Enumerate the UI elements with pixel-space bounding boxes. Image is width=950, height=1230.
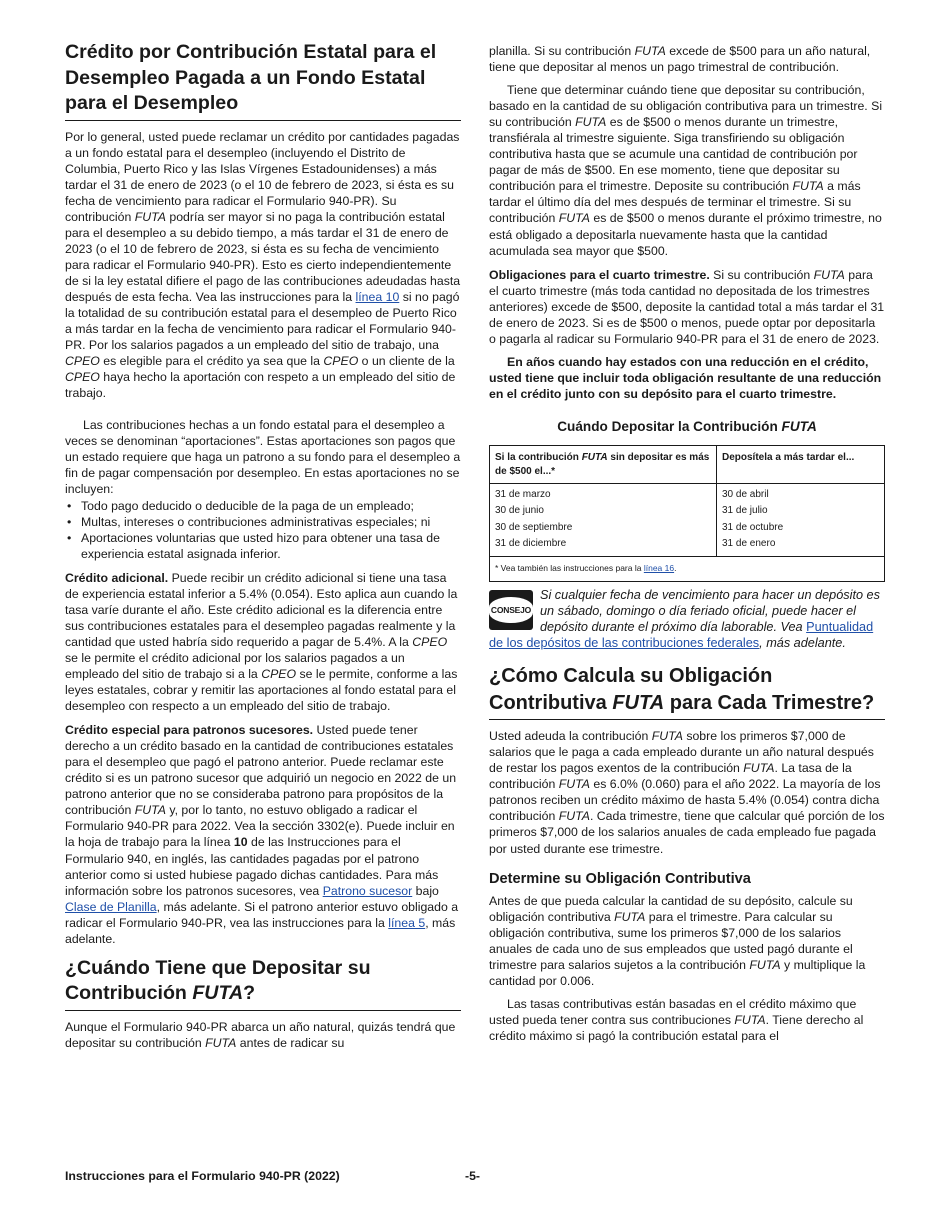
heading-how-calculate: ¿Cómo Calcula su Obligación Contributiva FUTA para Cada Trimestre?	[489, 665, 875, 714]
list-item: • Multas, intereses o contribuciones administrativas especiales; ni	[67, 514, 431, 529]
paragraph-compute-liability: Antes de que pueda calcular la cantidad de su depósito, calcule su obligación contributiva FUTA para el trimestre. Para calcular su obligación contributiva, sume los primeros $7,000 de los salarios anuales de cada uno de sus empleados que usted pagó durante el trimestre para salarios sujetos a la contribución FUTA y multiplique la cantidad por 0.006.	[489, 893, 866, 988]
tip-box	[489, 587, 885, 651]
paragraph-fourth-quarter: Obligaciones para el cuarto trimestre. Si su contribución FUTA para el cuarto trimestre (más toda cantidad no depositada de los trimestres anteriores) excede de $500, deposite la cantidad total a más tardar el 31 de enero de 2023. Si es de $500 o menos, puede optar por depositarla o pagarla al radicar su Formulario 940-PR para el 31 de enero de 2023.	[489, 267, 885, 346]
link-line-16[interactable]: línea 16	[643, 562, 675, 573]
paragraph-successor-credit: Crédito especial para patronos sucesores. Usted puede tener derecho a un crédito basado en la cantidad de contribuciones estatales para el desempleo que pagó el patrono anterior. Puede reclamar este crédito si es un patrono sucesor que adquirió un negocio en 2022 de un patrono anterior que no se consideraba patrono para propósitos de la contribución FUTA y, por lo tanto, no estuvo obligado a radicar el Formulario 940-PR para 2022. Vea la sección 3302(e). Puede incluir en la hoja de trabajo para la línea 10 de las Instrucciones para el Formulario 940, en inglés, las cantidades pagadas por el patrono anterior como si usted hubiese pagado dichas cantidades. Para más información sobre los patronos sucesores, vea Patrono sucesor bajo Clase de Planilla, más adelante. Si el patrono anterior estuvo obligado a radicar el Formulario 940-PR, vea las instrucciones para la línea 5, más adelante.	[65, 723, 459, 946]
list-item: • Todo pago deducido o deducible de la paga de un empleado;	[67, 498, 414, 513]
paragraph-credit-reduction: En años cuando hay estados con una reducción en el crédito, usted tiene que incluir toda obligación resultante de una reducción en el crédito junto con su depósito para el cuarto trimestre.	[489, 354, 882, 401]
heading-rule	[65, 120, 461, 121]
consejo-icon: CONSEJO	[489, 590, 533, 630]
link-line-5[interactable]: línea 5	[388, 915, 426, 930]
link-deposit-timeliness[interactable]: Puntualidad de los depósitos de las contribuciones federales	[489, 620, 874, 651]
table-row: 30 de septiembre 31 de octubre	[490, 520, 885, 537]
link-return-type[interactable]: Clase de Planilla	[65, 899, 157, 914]
paragraph-tax-rates: Las tasas contributivas están basadas en el crédito máximo que usted pueda tener contra sus contribuciones FUTA. Tiene derecho al crédito máximo si pagó la contribución estatal para el	[489, 996, 864, 1043]
tip-text: Si cualquier fecha de vencimiento para hacer un depósito es un sábado, domingo o día feriado oficial, puede hacer el depósito durante el próximo día laborable. Vea Puntualidad de los depósitos de las contribuciones federales, más adelante.	[489, 587, 880, 651]
footer-title: Instrucciones para el Formulario 940-PR (2022)	[65, 1169, 340, 1183]
paragraph-deposit-intro: Aunque el Formulario 940-PR abarca un año natural, quizás tendrá que depositar su contribución FUTA antes de radicar su	[65, 1019, 456, 1050]
paragraph-contributions: Las contribuciones hechas a un fondo estatal para el desempleo a veces se denominan “aportaciones”. Estas aportaciones son pagos que un estado requiere que haga un patrono a su fondo para el desempleo a fin de pagar compensación por desempleo. En estas aportaciones no se incluyen:	[65, 418, 461, 497]
left-column	[65, 40, 461, 1051]
paragraph-credit-intro: Por lo general, usted puede reclamar un crédito por cantidades pagadas a un fondo estatal para el desempleo (incluyendo el Distrito de Columbia, Puerto Rico y las Islas Vírgenes Estadounidenses) a más tardar el 31 de enero de 2023 (o el 10 de febrero de 2023, si ésta es su fecha de vencimiento para radicar el Formulario 940-PR). Su contribución FUTA podría ser mayor si no paga la contribución estatal para el desempleo a su debido tiempo, a más tardar el 31 de enero de 2023 (o el 10 de febrero de 2023, si ésta es su fecha de vencimiento para radicar el Formulario 940-PR). Esto es cierto independientemente de si la ley estatal difiere el pago de las contribuciones adeudadas hasta después de esta fecha. Vea las instrucciones para la línea 10 si no pagó la totalidad de su contribución estatal para el desempleo de Puerto Rico a más tardar en la fecha de vencimiento para radicar el Formulario 940-PR. Por los salarios pagados a un empleado del sitio de trabajo, una CPEO es elegible para el crédito ya sea que la CPEO o un cliente de la CPEO haya hecho la aportación con respeto a un empleado del sitio de trabajo.	[65, 129, 461, 401]
heading-state-credit: Crédito por Contribución Estatal para el Desempleo Pagada a un Fondo Estatal para el Desempleo	[65, 41, 437, 114]
table-title: Cuándo Depositar la Contribución FUTA	[557, 418, 817, 434]
link-successor-employer[interactable]: Patrono sucesor	[322, 883, 413, 898]
exclusions-list	[65, 498, 461, 562]
table-note: * Vea también las instrucciones para la línea 16.	[490, 556, 885, 581]
heading-when-deposit: ¿Cuándo Tiene que Depositar su Contribución FUTA?	[65, 956, 371, 1005]
table-row: 30 de junio 31 de julio	[490, 503, 885, 520]
right-column	[489, 43, 885, 1044]
table-row: 31 de diciembre 31 de enero	[490, 536, 885, 556]
heading-rule	[65, 1010, 461, 1011]
deposit-schedule-table	[489, 445, 885, 582]
paragraph-additional-credit: Crédito adicional. Puede recibir un crédito adicional si tiene una tasa de experiencia estatal inferior a 5.4% (0.054). Esto aplica aun cuando la tasa varíe durante el año. Este crédito adicional es la diferencia entre sus contribuciones estatales para el desempleo pagadas realmente y la cantidad que usted habría sido requerido a pagar de 5.4%. A la CPEO se le permite el crédito adicional por los salarios pagados a un empleado del sitio de trabajo si a la CPEO se le permite, conforme a las leyes estatales, cobrar y remitir las aportaciones al fondo estatal para el desempleo con respecto a un empleado del sitio de trabajo.	[65, 570, 458, 714]
paragraph-continued: planilla. Si su contribución FUTA excede de $500 para un año natural, tiene que depositar al menos un pago trimestral de contribución.	[489, 44, 871, 75]
link-line-10[interactable]: línea 10	[355, 289, 400, 304]
heading-determine-liability: Determine su Obligación Contributiva	[489, 870, 751, 887]
list-item: • Aportaciones voluntarias que usted hizo para obtener una tasa de experiencia estatal asignada inferior.	[67, 530, 440, 561]
table-header: Deposítela a más tardar el...	[717, 445, 885, 483]
paragraph-futa-owed: Usted adeuda la contribución FUTA sobre los primeros $7,000 de salarios que le paga a cada empleado durante un año natural después de restar los pagos exentos de la contribución FUTA. La tasa de la contribución FUTA es 6.0% (0.060) para el año 2022. La mayoría de los patronos reciben un crédito máximo de hasta 5.4% (0.054) contra dicha contribución FUTA. Cada trimestre, tiene que calcular qué porción de los primeros $7,000 de los salarios anuales de cada empleado fue pagada por usted durante ese trimestre.	[489, 729, 885, 856]
table-row: 31 de marzo 30 de abril	[490, 483, 885, 503]
table-header: Si la contribución FUTA sin depositar es más de $500 el...*	[490, 445, 717, 483]
heading-rule	[489, 719, 885, 720]
paragraph-determine-deposit: Tiene que determinar cuándo tiene que depositar su contribución, basado en la cantidad de su obligación contributiva para un trimestre. Si su contribución FUTA es de $500 o menos durante un trimestre, transfiérala al trimestre siguiente. Siga transfiriendo su obligación contributiva hasta que se acumule una cantidad de contribución por pagar de más de $500. En ese momento, tiene que depositar su contribución para el trimestre. Deposite su contribución FUTA a más tardar el último día del mes después de terminar el trimestre. Si su contribución FUTA es de $500 o menos durante el próximo trimestre, no está obligado a depositarla nuevamente hasta que la cantidad acumulada sea mayor que $500.	[489, 83, 883, 258]
page-number: -5-	[465, 1169, 481, 1183]
